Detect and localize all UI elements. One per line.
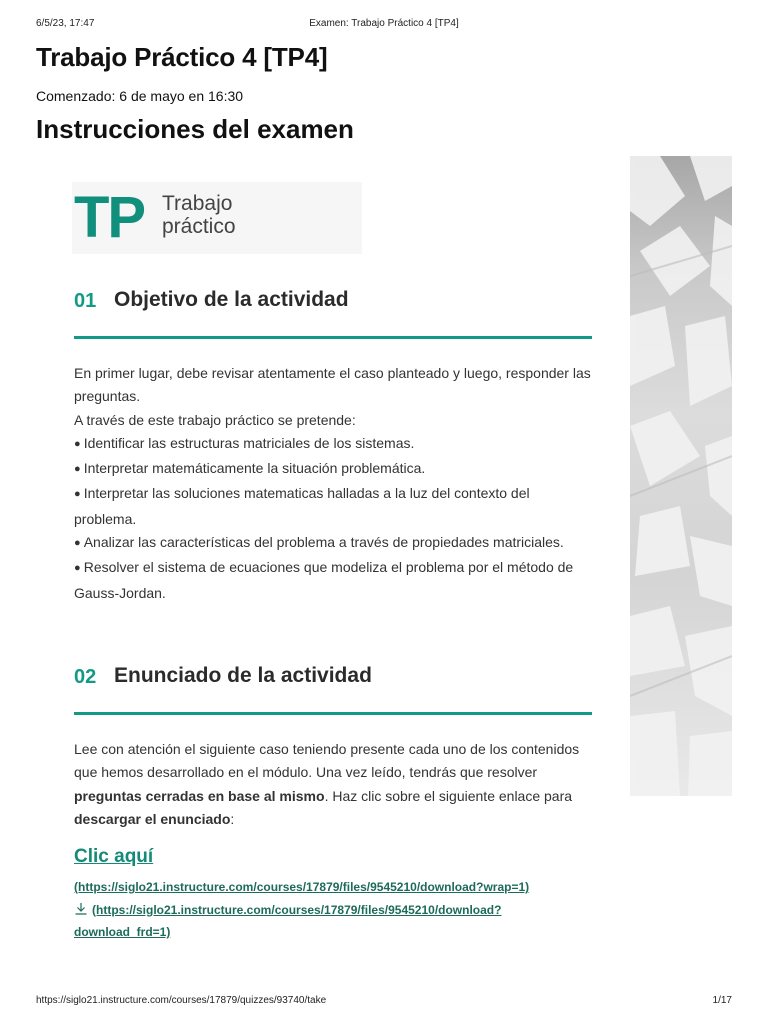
objetivo-bullet: ● Identificar las estructuras matriciales de los sistemas. xyxy=(74,432,594,457)
instructions-heading: Instrucciones del examen xyxy=(36,114,354,144)
objetivo-bullet: ● Interpretar matemáticamente la situación problemática. xyxy=(74,457,594,482)
tp-logo-letters: TP xyxy=(74,185,145,250)
section-title: Enunciado de la actividad xyxy=(114,664,372,687)
enunciado-text: : xyxy=(230,810,235,827)
print-footer xyxy=(36,995,732,1009)
tp-logo-word xyxy=(162,192,236,238)
print-footer-url: https://siglo21.instructure.com/courses/17879/quizzes/93740/take xyxy=(36,995,327,1006)
lattice-pattern-icon xyxy=(630,156,732,796)
download-link[interactable]: Clic aquí xyxy=(74,846,154,867)
section-number: 01 xyxy=(74,290,97,312)
section-objetivo-header xyxy=(74,288,592,339)
started-timestamp: Comenzado: 6 de mayo en 16:30 xyxy=(36,88,244,104)
enunciado-text: . Haz clic sobre el siguiente enlace para xyxy=(324,787,573,804)
download-urls xyxy=(74,876,594,944)
print-header xyxy=(36,18,732,32)
download-url-direct[interactable]: (https://siglo21.instructure.com/courses/17879/files/9545210/download?download_frd=1) xyxy=(74,902,502,939)
print-page-title: Examen: Trabajo Práctico 4 [TP4] xyxy=(309,18,459,29)
section-enunciado-body xyxy=(74,738,594,831)
section-enunciado-header xyxy=(74,664,592,715)
objetivo-bullet: ● Interpretar las soluciones matematicas halladas a la luz del contexto del problema. xyxy=(74,482,594,531)
tp-logo-word-line2: práctico xyxy=(162,215,236,238)
section-objetivo-body xyxy=(74,362,594,605)
objetivo-intro: En primer lugar, debe revisar atentamente el caso planteado y luego, responder las preguntas. xyxy=(74,365,591,405)
objetivo-bullet: ● Analizar las características del problema a través de propiedades matriciales. xyxy=(74,531,594,556)
tp-logo-word-line1: Trabajo xyxy=(162,192,233,215)
print-timestamp: 6/5/23, 17:47 xyxy=(36,18,95,29)
section-number: 02 xyxy=(74,666,97,688)
enunciado-bold: preguntas cerradas en base al mismo xyxy=(74,787,325,804)
enunciado-paragraph xyxy=(74,738,594,831)
objetivo-lead: A través de este trabajo práctico se pretende: xyxy=(74,411,356,428)
enunciado-bold: descargar el enunciado xyxy=(74,810,231,827)
download-url-wrap[interactable]: (https://siglo21.instructure.com/courses/17879/files/9545210/download?wrap=1) xyxy=(74,880,530,894)
objetivo-bullet: ● Resolver el sistema de ecuaciones que modeliza el problema por el método de Gauss-Jordan. xyxy=(74,556,594,605)
section-title: Objetivo de la actividad xyxy=(114,288,349,311)
decorative-architecture-image xyxy=(630,156,732,796)
enunciado-text: Lee con atención el siguiente caso teniendo presente cada uno de los contenidos que hemos desarrollado en el módulo. Una vez leído, tendrás que resolver xyxy=(74,741,580,781)
download-icon[interactable] xyxy=(74,902,88,916)
print-page-number: 1/17 xyxy=(712,995,732,1006)
quiz-title: Trabajo Práctico 4 [TP4] xyxy=(36,42,328,72)
tp-logo xyxy=(72,182,362,254)
